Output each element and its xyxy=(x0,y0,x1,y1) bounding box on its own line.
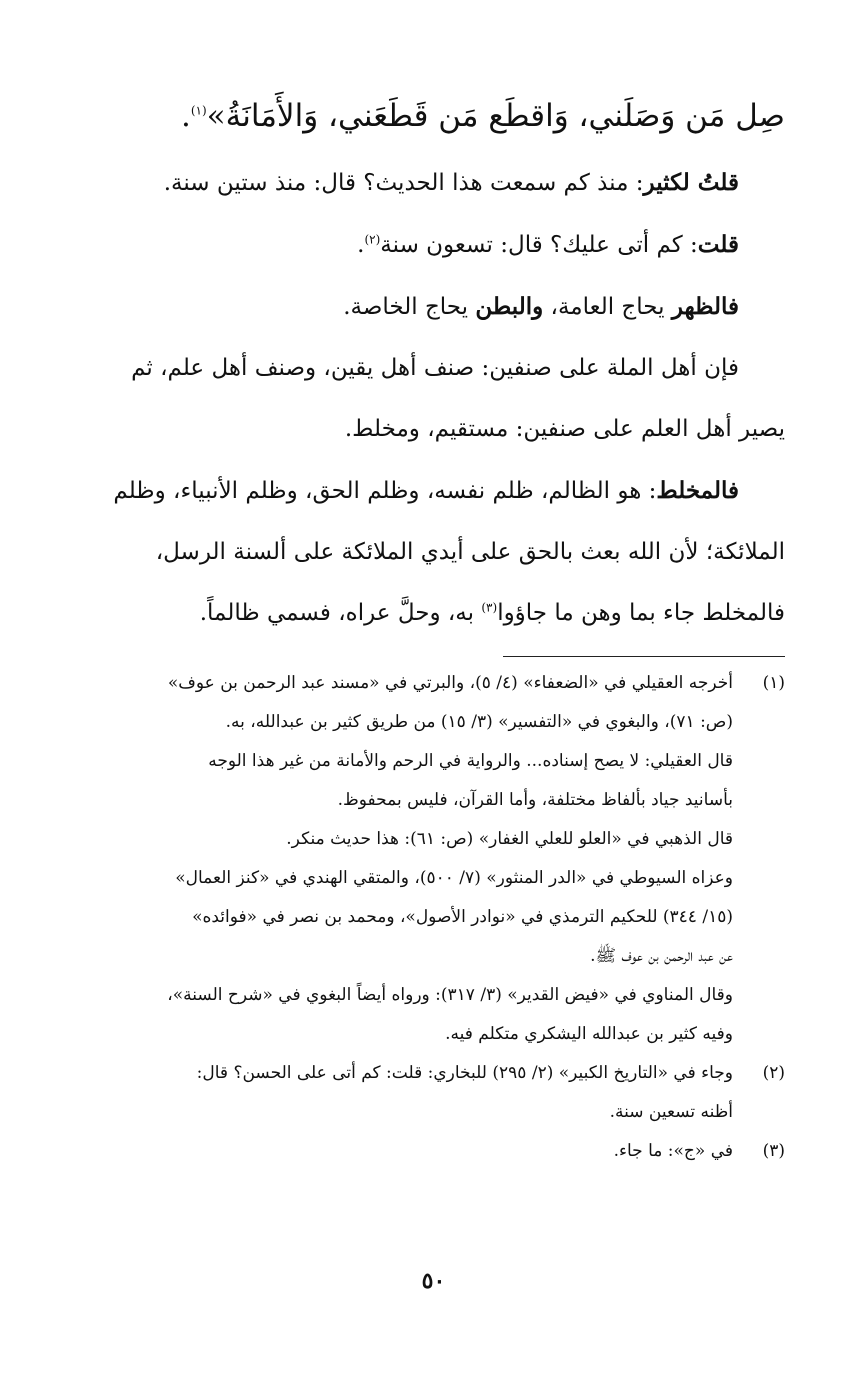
footnote-line: قال الذهبي في «العلو للعلي الغفار» (ص: ٦١): هذا حديث منكر. xyxy=(286,829,733,849)
paragraph-4-text-2: يحاج الخاصة. xyxy=(343,294,476,320)
paragraph-6-line-3b: به، وحلَّ عراه، فسمي ظالماً. xyxy=(199,600,482,626)
paragraph-3-text: : كم أتى عليك؟ قال: تسعون سنة xyxy=(380,232,698,258)
footnote-line: قال العقيلي: لا يصح إسناده... والرواية في الرحم والأمانة من غير هذا الوجه xyxy=(208,751,733,771)
footnote-1 xyxy=(82,664,785,1054)
paragraph-2-bold: قلتُ لكثير xyxy=(643,169,739,196)
footnote-line: وعزاه السيوطي في «الدر المنثور» (٧/ ٥٠٠)، والمتقي الهندي في «كنز العمال» xyxy=(175,868,733,888)
footnote-ref-1: (١) xyxy=(190,103,207,118)
footnote-number: (٢) xyxy=(762,1063,785,1083)
paragraph-3-end: . xyxy=(357,232,365,258)
paragraph-2 xyxy=(82,152,785,214)
paragraph-6-line-3 xyxy=(82,583,785,644)
footnote-number: (١) xyxy=(762,673,785,693)
footnote-line: أظنه تسعين سنة. xyxy=(609,1102,733,1122)
paragraph-1 xyxy=(82,80,785,152)
footnote-line: (ص: ٧١)، والبغوي في «التفسير» (٣/ ١٥) من طريق كثير بن عبدالله، به. xyxy=(225,712,733,732)
paragraph-6-line-2: الملائكة؛ لأن الله بعث بالحق على أيدي الملائكة على ألسنة الرسل، xyxy=(155,539,785,565)
footnote-body xyxy=(82,664,733,1054)
paragraph-3-bold: قلت xyxy=(697,231,739,258)
main-text xyxy=(82,80,785,644)
footnote-line: وفيه كثير بن عبدالله اليشكري متكلم فيه. xyxy=(445,1024,733,1044)
footnote-line: (١٥/ ٣٤٤) للحكيم الترمذي في «نوادر الأصول»، ومحمد بن نصر في «فوائده» xyxy=(192,907,733,927)
paragraph-6-line-1 xyxy=(82,460,785,522)
paragraph-3 xyxy=(82,214,785,276)
paragraph-4-bold-2: والبطن xyxy=(475,293,544,320)
footnote-line: في «ج»: ما جاء. xyxy=(613,1141,733,1161)
paragraph-2-text: : منذ كم سمعت هذا الحديث؟ قال: منذ ستين سنة. xyxy=(163,170,644,196)
footnote-line: أخرجه العقيلي في «الضعفاء» (٤/ ٥)، والبرتي في «مسند عبد الرحمن بن عوف» xyxy=(167,673,733,693)
paragraph-6-bold: فالمخلط xyxy=(656,477,739,504)
footnote-line: عن عبد الرحمن بن عوف ﷺ. xyxy=(590,946,733,966)
footnote-body xyxy=(82,1054,733,1132)
page-number: ٥٠ xyxy=(421,1268,446,1294)
paragraph-6-line-3a: فالمخلط جاء بما وهن ما جاؤوا xyxy=(497,600,785,626)
footnote-line: بأسانيد جياد بألفاظ مختلفة، وأما القرآن، فليس بمحفوظ. xyxy=(337,790,733,810)
paragraph-5-line-1: فإن أهل الملة على صنفين: صنف أهل يقين، وصنف أهل علم، ثم xyxy=(131,355,739,381)
footnote-ref-3: (٣) xyxy=(481,600,498,615)
paragraph-6-line-1-text: : هو الظالم، ظلم نفسه، وظلم الحق، وظلم الأنبياء، وظلم xyxy=(113,478,657,504)
footnote-number: (٣) xyxy=(762,1141,785,1161)
paragraph-1-text: صِل مَن وَصَلَني، وَاقطَع مَن قَطَعَني، وَالأَمَانَةُ» xyxy=(206,98,785,134)
footnote-line: وقال المناوي في «فيض القدير» (٣/ ٣١٧): ورواه أيضاً البغوي في «شرح السنة»، xyxy=(167,985,733,1005)
footnote-line: وجاء في «التاريخ الكبير» (٢/ ٢٩٥) للبخاري: قلت: كم أتى على الحسن؟ قال: xyxy=(196,1063,733,1083)
footnotes xyxy=(82,664,785,1171)
paragraph-4 xyxy=(82,276,785,338)
footnote-body xyxy=(82,1132,733,1171)
paragraph-5-line-2: يصير أهل العلم على صنفين: مستقيم، ومخلط. xyxy=(344,416,785,442)
footnote-3 xyxy=(82,1132,785,1171)
paragraph-1-end: . xyxy=(180,98,191,134)
paragraph-4-bold-1: فالظهر xyxy=(671,293,739,320)
footnote-2 xyxy=(82,1054,785,1132)
footnote-ref-2: (٢) xyxy=(364,232,381,247)
footnote-separator xyxy=(503,656,785,657)
paragraph-4-text-1: يحاج العامة، xyxy=(543,294,672,320)
